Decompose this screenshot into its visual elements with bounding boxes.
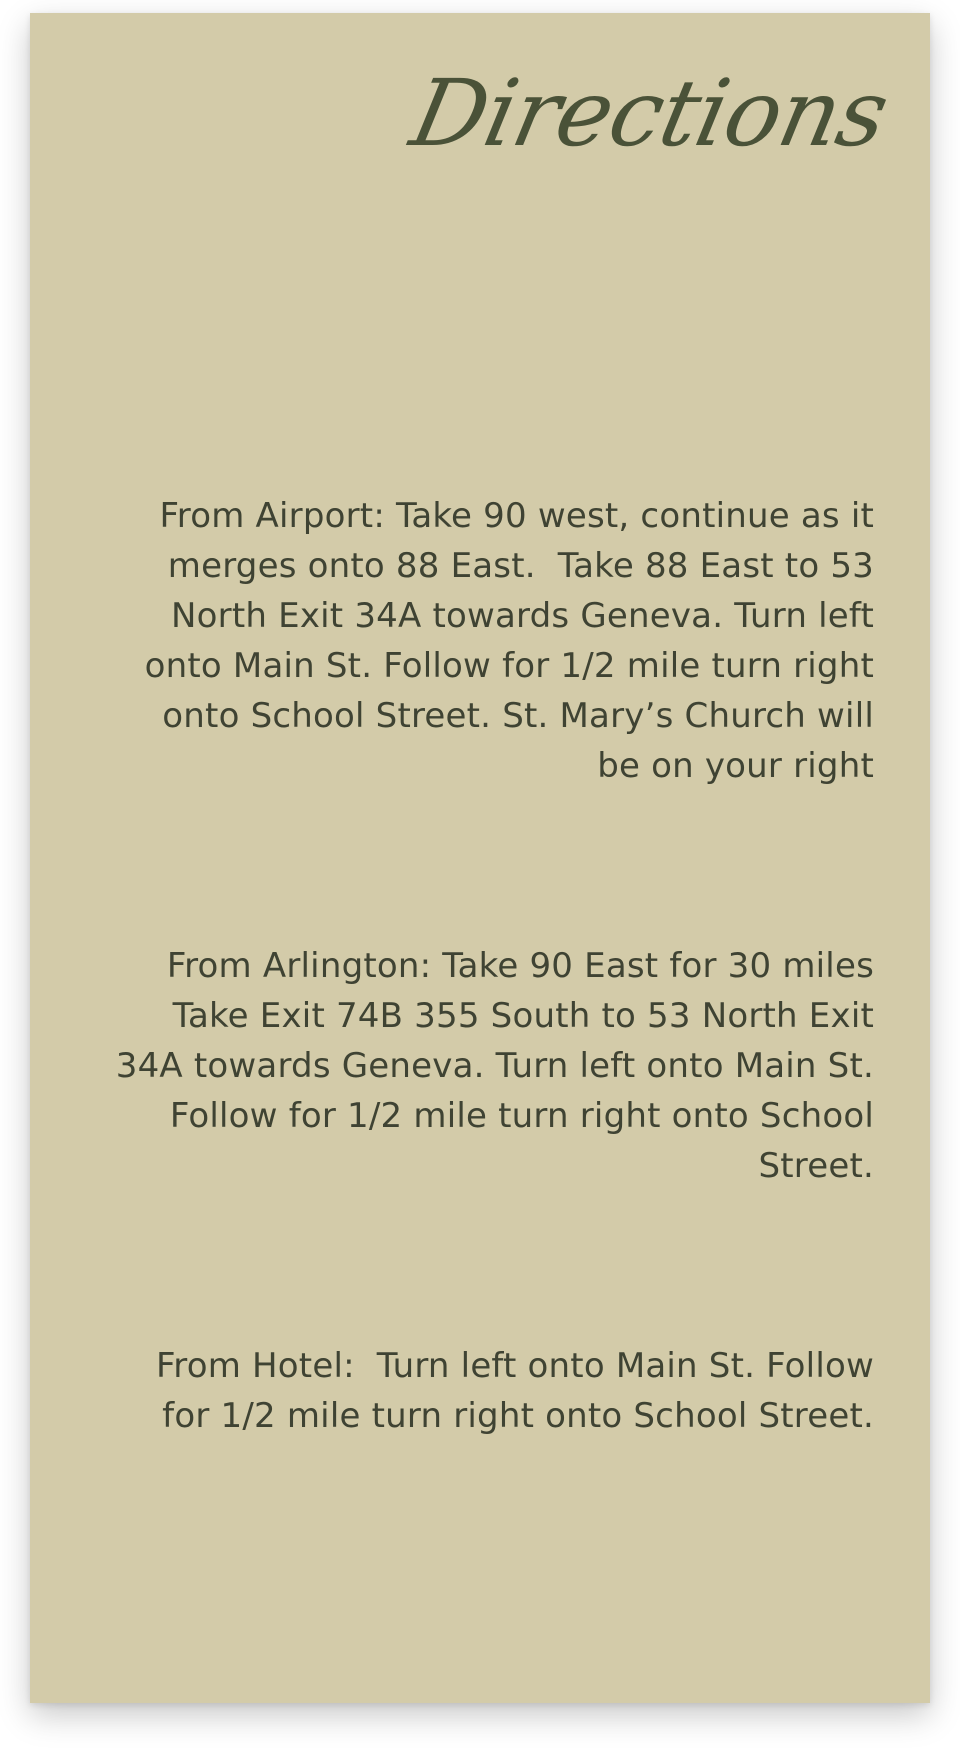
directions-line: 34A towards Geneva. Turn left onto Main St.	[115, 1046, 874, 1086]
directions-line: merges onto 88 East. Take 88 East to 53	[167, 546, 874, 586]
directions-from-arlington	[54, 941, 874, 1191]
directions-line: for 1/2 mile turn right onto School Street.	[162, 1396, 874, 1436]
directions-line: North Exit 34A towards Geneva. Turn left	[171, 596, 874, 636]
directions-line: Follow for 1/2 mile turn right onto School	[169, 1096, 874, 1136]
directions-line: onto Main St. Follow for 1/2 mile turn right	[144, 646, 874, 686]
directions-line: From Hotel: Turn left onto Main St. Follow	[156, 1346, 874, 1386]
directions-line: Take Exit 74B 355 South to 53 North Exit	[172, 996, 874, 1036]
directions-title: Directions	[402, 60, 897, 167]
directions-line: From Arlington: Take 90 East for 30 miles	[166, 946, 874, 986]
directions-from-hotel	[54, 1341, 874, 1441]
directions-line: onto School Street. St. Mary’s Church will	[162, 696, 874, 736]
directions-card	[30, 13, 930, 1703]
directions-line: Street.	[758, 1146, 874, 1186]
directions-line: From Airport: Take 90 west, continue as it	[159, 496, 874, 536]
directions-line: be on your right	[597, 746, 874, 786]
directions-from-airport	[54, 491, 874, 791]
